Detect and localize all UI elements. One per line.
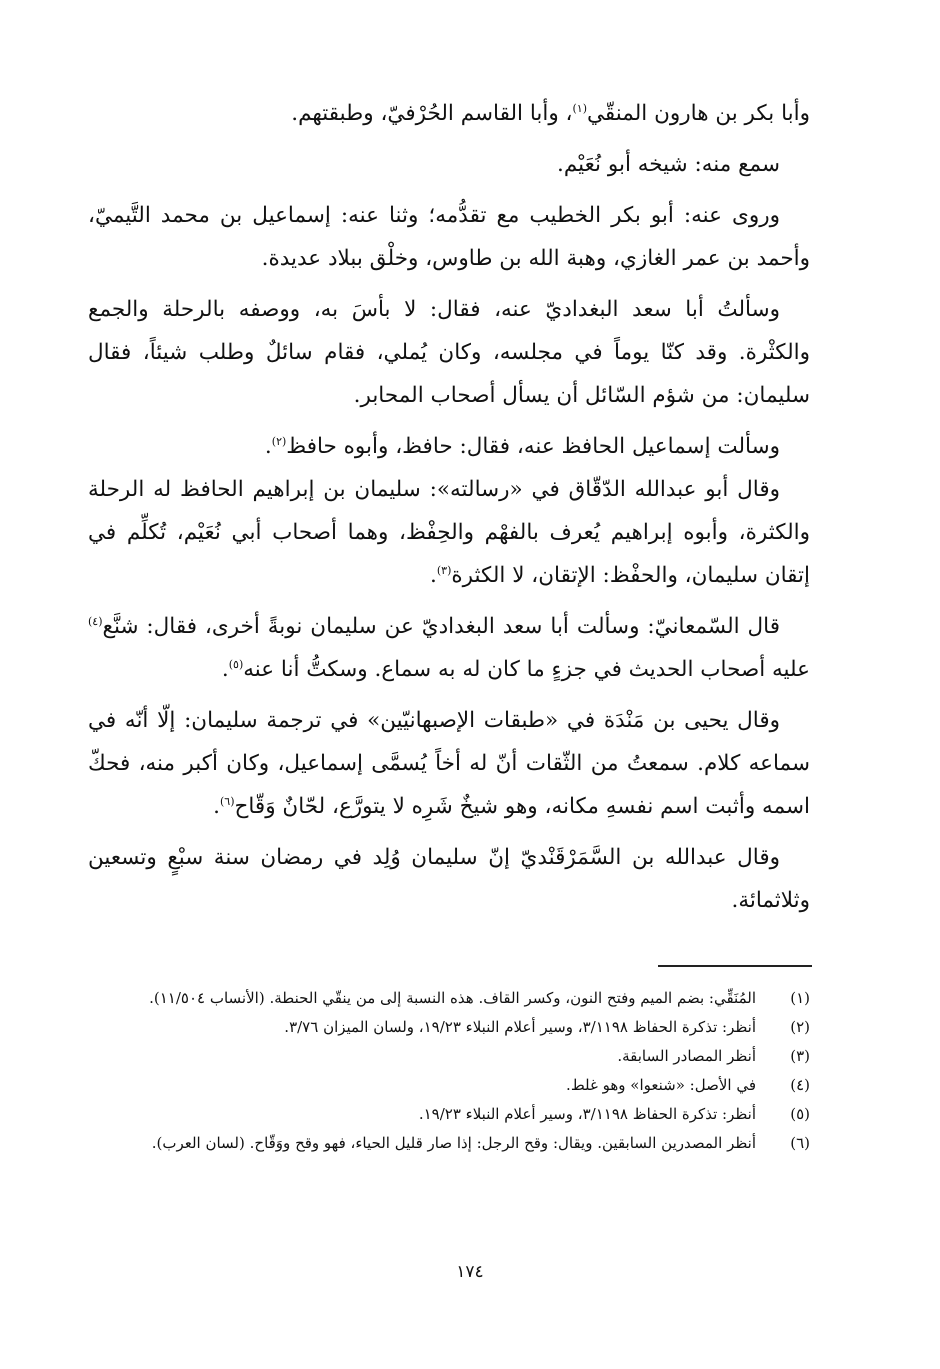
footnote-separator	[658, 965, 812, 967]
footnote-number: (٢)	[790, 1018, 810, 1036]
footnote-text: في الأصل: «شنعوا» وهو غلط.	[566, 1076, 756, 1094]
paragraph-6-text: وقال أبو عبدالله الدّقّاق في «رسالته»: سليمان بن إبراهيم الحافظ له الرحلة والكثرة، وأبوه إبراهيم يُعرف بالفهْم والحِفْظ، وهما أصحاب أبي نُعَيْم، تُكلِّم في إتقان سليمان، والحفْظ: الإتقان، لا الكثرة	[88, 477, 810, 588]
paragraph-5	[88, 425, 810, 468]
footnote-item	[88, 1100, 810, 1129]
footnote-text: أنظر المصادر السابقة.	[617, 1047, 756, 1065]
footnote-item	[88, 1071, 810, 1100]
paragraph-8-text: وقال يحيى بن مَنْدَة في «طبقات الإصبهانيّين» في ترجمة سليمان: إلّا أنّه في سماعه كلام. سمعتُ من الثّقات أنّ له أخاً يُسمَّى إسماعيل، وكان أكبر منه، فحكّ اسمه وأثبت اسم نفسهِ مكانه، وهو شيخٌ شَرِه لا يتورَّع، لحّانٌ وَقّاح	[88, 708, 810, 819]
main-text	[88, 92, 810, 930]
paragraph-1-rest: ، وأبا القاسم الحُرْفيّ، وطبقتهم.	[291, 101, 573, 126]
footnote-ref-4[interactable]: (٤)	[88, 614, 103, 628]
footnote-ref-3[interactable]: (٣)	[436, 563, 452, 577]
paragraph-1-text: وأبا بكر بن هارون المنقّي	[587, 101, 810, 126]
footnote-text: أنظر: تذكرة الحفاظ ٣/١١٩٨، وسير أعلام النبلاء ١٩/٢٣.	[418, 1105, 756, 1123]
footnote-number: (٤)	[790, 1076, 810, 1094]
footnote-number: (٥)	[790, 1105, 810, 1123]
footnote-ref-2[interactable]: (٢)	[271, 434, 287, 448]
footnote-item	[88, 1129, 810, 1158]
paragraph-6-end: .	[430, 563, 437, 588]
paragraph-8	[88, 699, 810, 828]
paragraph-4: وسألتُ أبا سعد البغداديّ عنه، فقال: لا بأسَ به، ووصفه بالرحلة والجمع والكثْرة. وقد كنّا يوماً في مجلسه، وكان يُملي، فقام سائلٌ وطلب شيئاً، فقال سليمان: من شؤم السّائل أن يسأل أصحاب المحابر.	[88, 297, 810, 408]
paragraph-2: سمع منه: شيخه أبو نُعَيْم.	[557, 152, 780, 177]
paragraph-6	[88, 468, 810, 597]
paragraph-5-text: وسألت إسماعيل الحافظ عنه، فقال: حافظ، وأبوه حافظ	[286, 434, 780, 459]
paragraph-7	[88, 605, 810, 691]
footnote-ref-5[interactable]: (٥)	[228, 657, 244, 671]
footnote-ref-1[interactable]: (١)	[572, 101, 588, 115]
footnote-item	[88, 1013, 810, 1042]
paragraph-7-end: .	[221, 657, 229, 682]
paragraph-9: وقال عبدالله بن السَّمَرْقَنْديّ إنّ سليمان وُلِد في رمضان سنة سبْعٍ وتسعين وثلاثمائة.	[88, 845, 810, 913]
paragraph-7-mid: عليه أصحاب الحديث في جزءٍ ما كان له به سماع. وسكتُّ أنا عنه	[243, 657, 810, 682]
footnote-number: (٦)	[790, 1134, 810, 1152]
footnote-item	[88, 1042, 810, 1071]
footnote-text: المُنَقِّي: بضم الميم وفتح النون، وكسر القاف. هذه النسبة إلى من ينقّي الحنطة. (الأنساب ١١/٥٠٤).	[149, 989, 756, 1007]
paragraph-7-text: قال السّمعانيّ: وسألت أبا سعد البغداديّ عن سليمان نوبةً أخرى، فقال: شنَّع	[102, 614, 780, 639]
paragraph-3: وروى عنه: أبو بكر الخطيب مع تقدُّمه؛ وثنا عنه: إسماعيل بن محمد التَّيميّ، وأحمد بن عمر الغازي، وهبة الله بن طاوس، وخلْق ببلاد عديدة.	[88, 203, 810, 271]
page-number: ١٧٤	[456, 1262, 484, 1282]
footnote-text: أنظر: تذكرة الحفاظ ٣/١١٩٨، وسير أعلام النبلاء ١٩/٢٣، ولسان الميزان ٣/٧٦.	[284, 1018, 756, 1036]
footnote-ref-6[interactable]: (٦)	[219, 794, 235, 808]
footnotes	[88, 984, 810, 1158]
footnote-text: أنظر المصدرين السابقين. ويقال: وقح الرجل: إذا صار قليل الحياء، فهو وقح ووَقّاح. (لسان العرب).	[151, 1134, 756, 1152]
paragraph-1	[88, 92, 810, 135]
footnote-number: (٣)	[790, 1047, 810, 1065]
paragraph-8-end: .	[213, 794, 220, 819]
footnote-item	[88, 984, 810, 1013]
footnote-number: (١)	[790, 989, 810, 1007]
paragraph-5-end: .	[264, 434, 272, 459]
